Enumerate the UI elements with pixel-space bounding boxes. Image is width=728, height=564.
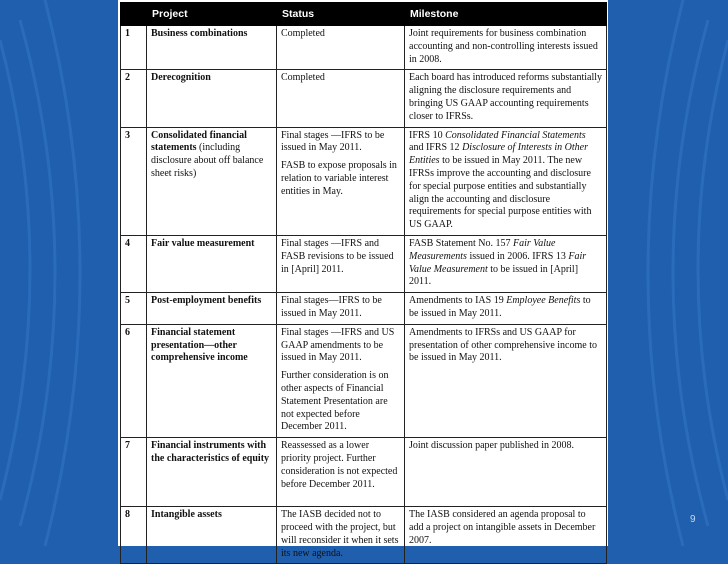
table-row xyxy=(121,507,607,564)
status-cell: Final stages —IFRS to be issued in May 2011. FASB to expose proposals in relation to variable interest entities in May. xyxy=(277,127,405,235)
project-name: Financial statement presentation—other comprehensive income xyxy=(147,324,277,437)
slide-number: 9 xyxy=(690,514,696,525)
row-number: 5 xyxy=(121,293,147,325)
status-cell: Completed xyxy=(277,70,405,127)
milestone-cell: Amendments to IAS 19 Employee Benefits to be issued in May 2011. xyxy=(405,293,607,325)
project-name: Fair value measurement xyxy=(147,235,277,292)
table-row xyxy=(121,293,607,325)
row-number: 7 xyxy=(121,438,147,507)
milestone-cell: FASB Statement No. 157 Fair Value Measurements issued in 2006. IFRS 13 Fair Value Measurement to be issued in [April] 2011. xyxy=(405,235,607,292)
header-status: Status xyxy=(277,3,405,26)
project-name: Consolidated financial statements (including disclosure about off balance sheet risks) xyxy=(147,127,277,235)
milestone-cell: IFRS 10 Consolidated Financial Statements and IFRS 12 Disclosure of Interests in Other Entities to be issued in May 2011. The new IFRSs improve the accounting and disclosure for special purpose entities and substantially align the accounting and disclosure requirements for special purpose entities with US GAAP. xyxy=(405,127,607,235)
table-row xyxy=(121,438,607,507)
status-cell: The IASB decided not to proceed with the project, but will reconsider it when it sets its new agenda. xyxy=(277,507,405,564)
milestone-cell: Joint discussion paper published in 2008. xyxy=(405,438,607,507)
project-name: Post-employment benefits xyxy=(147,293,277,325)
row-number: 2 xyxy=(121,70,147,127)
milestone-cell: Each board has introduced reforms substantially aligning the disclosure requirements and bringing US GAAP accounting requirements closer to IFRSs. xyxy=(405,70,607,127)
project-name: Intangible assets xyxy=(147,507,277,564)
project-name: Derecognition xyxy=(147,70,277,127)
document-page xyxy=(118,0,608,559)
project-table xyxy=(120,2,607,564)
header-milestone: Milestone xyxy=(405,3,607,26)
status-cell: Final stages —IFRS and FASB revisions to be issued in [April] 2011. xyxy=(277,235,405,292)
status-cell: Final stages—IFRS to be issued in May 2011. xyxy=(277,293,405,325)
milestone-cell: Joint requirements for business combination accounting and non-controlling interests issued in 2008. xyxy=(405,26,607,70)
row-number: 6 xyxy=(121,324,147,437)
milestone-cell: The IASB considered an agenda proposal to add a project on intangible assets in December 2007. xyxy=(405,507,607,564)
milestone-cell: Amendments to IFRSs and US GAAP for presentation of other comprehensive income to be issued in May 2011. xyxy=(405,324,607,437)
status-cell: Final stages —IFRS and US GAAP amendments to be issued in May 2011. Further consideration is on other aspects of Financial Statement Presentation are not expected before December 2011. xyxy=(277,324,405,437)
table-header-row xyxy=(121,3,607,26)
row-number: 4 xyxy=(121,235,147,292)
row-number: 8 xyxy=(121,507,147,564)
table-row xyxy=(121,235,607,292)
header-num xyxy=(121,3,147,26)
status-cell: Reassessed as a lower priority project. Further consideration is not expected before December 2011. xyxy=(277,438,405,507)
row-number: 3 xyxy=(121,127,147,235)
project-name: Financial instruments with the characteristics of equity xyxy=(147,438,277,507)
table-row xyxy=(121,26,607,70)
table-row xyxy=(121,127,607,235)
table-row xyxy=(121,70,607,127)
status-cell: Completed xyxy=(277,26,405,70)
header-project: Project xyxy=(147,3,277,26)
row-number: 1 xyxy=(121,26,147,70)
project-name: Business combinations xyxy=(147,26,277,70)
table-row xyxy=(121,324,607,437)
